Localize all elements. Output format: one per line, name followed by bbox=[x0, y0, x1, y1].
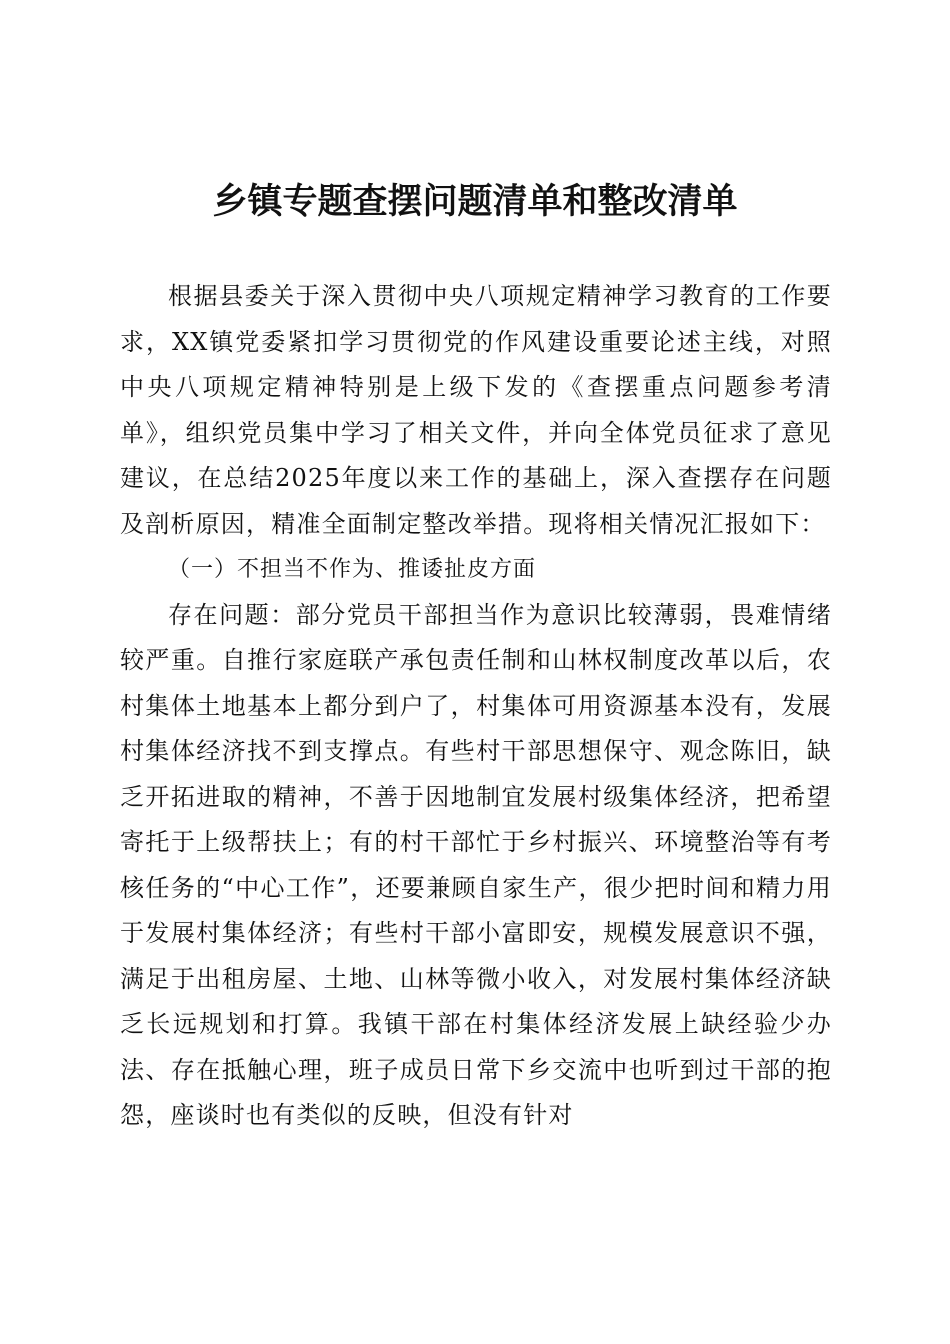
intro-paragraph: 根据县委关于深入贯彻中央八项规定精神学习教育的工作要求，XX镇党委紧扣学习贯彻党的作风建设重要论述主线，对照中央八项规定精神特别是上级下发的《查摆重点问题参考清单》，组织党员集中学习了相关文件，并向全体党员征求了意见建议，在总结2025年度以来工作的基础上，深入查摆存在问题及剖析原因，精准全面制定整改举措。现将相关情况汇报如下： bbox=[120, 282, 832, 538]
document-title: 乡镇专题查摆问题清单和整改清单 bbox=[212, 181, 738, 222]
document-body bbox=[120, 274, 832, 1139]
problem-paragraph: 存在问题：部分党员干部担当作为意识比较薄弱，畏难情绪较严重。自推行家庭联产承包责任制和山林权制度改革以后，农村集体土地基本上都分到户了，村集体可用资源基本没有，发展村集体经济找不到支撑点。有些村干部思想保守、观念陈旧，缺乏开拓进取的精神，不善于因地制宜发展村级集体经济，把希望寄托于上级帮扶上；有的村干部忙于乡村振兴、环境整治等有考核任务的“中心工作”，还要兼顾自家生产，很少把时间和精力用于发展村集体经济；有些村干部小富即安，规模发展意识不强，满足于出租房屋、土地、山林等微小收入，对发展村集体经济缺乏长远规划和打算。我镇干部在村集体经济发展上缺经验少办法、存在抵触心理，班子成员日常下乡交流中也听到过干部的抱怨，座谈时也有类似的反映，但没有针对 bbox=[120, 600, 832, 1129]
section-heading: （一）不担当不作为、推诿扯皮方面 bbox=[168, 557, 537, 582]
